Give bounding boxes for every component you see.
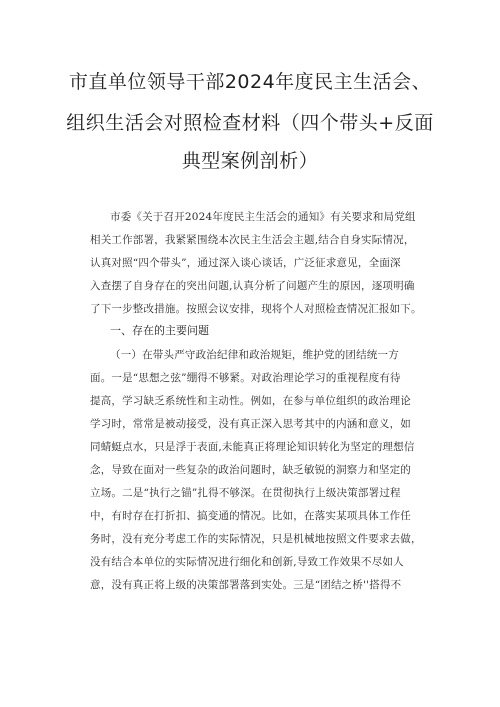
body-line-2: 面。一是“思想之弦”绷得不够紧。对政治理论学习的重视程度有待: [90, 372, 401, 384]
document-title-line-3: 典型案例剖析）: [181, 150, 319, 172]
body-line-10: 没有结合本单位的实际情况进行细化和创新,导致工作效果不尽如人: [90, 556, 404, 568]
body-line-7: 立场。二是“执行之锚”扎得不够深。在贯彻执行上级决策部署过程: [90, 487, 401, 499]
body-line-6: 念，导致在面对一些复杂的政治问题时，缺乏敏锐的洞察力和坚定的: [90, 464, 411, 476]
body-line-5: 同蜻蜓点水，只是浮于表面,未能真正将理论知识转化为坚定的理想信: [90, 441, 415, 453]
document-title-line-1: 市直单位领导干部2024年度民主生活会、: [68, 71, 432, 93]
intro-line-5: 了下一步整改措施。按照会议安排，现将个人对照检查情况汇报如下。: [90, 303, 422, 315]
body-line-3: 提高，学习缺乏系统性和主动性。例如，在参与单位组织的政治理论: [90, 395, 411, 407]
intro-line-4: 入查摆了自身存在的突出问题,认真分析了问题产生的原因，逐项明确: [90, 280, 415, 292]
section-heading: 一、存在的主要问题: [110, 324, 209, 337]
document-title-line-2: 组织生活会对照检查材料（四个带头+反面: [66, 112, 434, 134]
body-line-4: 学习时，常常是被动接受，没有真正深入思考其中的内涵和意义，如: [90, 418, 411, 430]
body-line-1: （一）在带头严守政治纪律和政治规矩，维护党的团结统一方: [110, 349, 399, 361]
body-line-8: 中，有时存在打折扣、搞变通的情况。比如，在落实某项具体工作任: [90, 510, 411, 522]
body-line-11: 意，没有真正将上级的决策部署落到实处。三是“团结之桥''搭得不: [90, 579, 402, 591]
intro-line-3: 认真对照“四个带头”，通过深入谈心谈话，广泛征求意见，全面深: [90, 257, 401, 269]
intro-line-2: 相关工作部署，我紧紧围绕本次民主生活会主题,结合自身实际情况，: [90, 234, 415, 246]
body-line-9: 务时，没有充分考虑工作的实际情况，只是机械地按照文件要求去做，: [90, 533, 422, 545]
intro-line-1: 市委《关于召开2024年度民主生活会的通知》有关要求和局党组: [110, 211, 416, 223]
